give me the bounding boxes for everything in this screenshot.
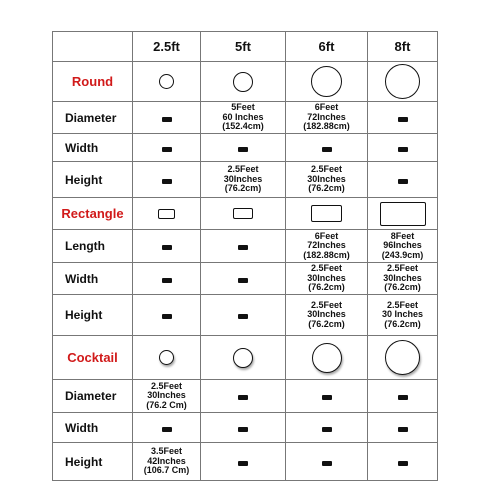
cell-value: 6Feet 72Inches (182.88cm) xyxy=(286,102,368,134)
dash-icon xyxy=(398,117,408,122)
cell-value: 2.5Feet 30Inches (76.2cm) xyxy=(368,263,438,295)
header-size-2-5ft: 2.5ft xyxy=(133,32,201,62)
row-label-height: Height xyxy=(53,295,133,336)
section-title-cocktail: Cocktail xyxy=(53,336,133,380)
dash-icon xyxy=(238,461,248,466)
row-label-height: Height xyxy=(53,443,133,481)
round-circle-icon xyxy=(311,66,342,97)
header-size-8ft: 8ft xyxy=(368,32,438,62)
header-size-6ft: 6ft xyxy=(286,32,368,62)
cocktail-section-row xyxy=(53,336,438,380)
dash-icon xyxy=(398,395,408,400)
dash-icon xyxy=(162,179,172,184)
dash-icon xyxy=(322,461,332,466)
cell-value: 2.5Feet 30Inches (76.2cm) xyxy=(201,162,286,198)
section-title-rectangle: Rectangle xyxy=(53,198,133,230)
cell-value: 2.5Feet 30Inches (76.2cm) xyxy=(286,162,368,198)
cell-value: 2.5Feet 30 Inches (76.2cm) xyxy=(368,295,438,336)
cocktail-circle-icon xyxy=(159,350,174,365)
cocktail-circle-icon xyxy=(312,343,342,373)
dash-icon xyxy=(398,147,408,152)
table-row xyxy=(53,413,438,443)
rectangle-shape-icon xyxy=(380,202,426,226)
table-row xyxy=(53,263,438,295)
round-circle-icon xyxy=(233,72,253,92)
rectangle-shape-icon xyxy=(233,208,253,219)
dash-icon xyxy=(398,461,408,466)
dash-icon xyxy=(162,147,172,152)
row-label-length: Length xyxy=(53,230,133,263)
section-title-round: Round xyxy=(53,62,133,102)
row-label-diameter: Diameter xyxy=(53,380,133,413)
dash-icon xyxy=(398,427,408,432)
table-row xyxy=(53,134,438,162)
rectangle-section-row xyxy=(53,198,438,230)
dash-icon xyxy=(238,245,248,250)
table-row xyxy=(53,230,438,263)
dash-icon xyxy=(238,278,248,283)
table-row xyxy=(53,102,438,134)
dash-icon xyxy=(238,314,248,319)
rectangle-shape-icon xyxy=(311,205,342,222)
cell-value: 2.5Feet 30Inches (76.2cm) xyxy=(286,295,368,336)
cell-value: 5Feet 60 Inches (152.4cm) xyxy=(201,102,286,134)
header-corner xyxy=(53,32,133,62)
size-chart-table xyxy=(52,31,438,481)
dash-icon xyxy=(398,179,408,184)
dash-icon xyxy=(238,427,248,432)
round-section-row xyxy=(53,62,438,102)
row-label-height: Height xyxy=(53,162,133,198)
row-label-diameter: Diameter xyxy=(53,102,133,134)
cell-value: 2.5Feet 30Inches (76.2cm) xyxy=(286,263,368,295)
round-circle-icon xyxy=(159,74,174,89)
cocktail-circle-icon xyxy=(385,340,420,375)
row-label-width: Width xyxy=(53,263,133,295)
dash-icon xyxy=(238,147,248,152)
dash-icon xyxy=(238,395,248,400)
dash-icon xyxy=(322,427,332,432)
table-row xyxy=(53,295,438,336)
table-row xyxy=(53,443,438,481)
table-row xyxy=(53,162,438,198)
round-circle-icon xyxy=(385,64,420,99)
row-label-width: Width xyxy=(53,413,133,443)
row-label-width: Width xyxy=(53,134,133,162)
cocktail-circle-icon xyxy=(233,348,253,368)
dash-icon xyxy=(162,314,172,319)
cell-value: 6Feet 72Inches (182.88cm) xyxy=(286,230,368,263)
cell-value: 8Feet 96Inches (243.9cm) xyxy=(368,230,438,263)
dash-icon xyxy=(162,427,172,432)
rectangle-shape-icon xyxy=(158,209,175,219)
dash-icon xyxy=(162,278,172,283)
dash-icon xyxy=(322,395,332,400)
header-size-5ft: 5ft xyxy=(201,32,286,62)
dash-icon xyxy=(322,147,332,152)
cell-value: 3.5Feet 42Inches (106.7 Cm) xyxy=(133,443,201,481)
dash-icon xyxy=(162,117,172,122)
header-row xyxy=(53,32,438,62)
cell-value: 2.5Feet 30Inches (76.2 Cm) xyxy=(133,380,201,413)
table-row xyxy=(53,380,438,413)
dash-icon xyxy=(162,245,172,250)
